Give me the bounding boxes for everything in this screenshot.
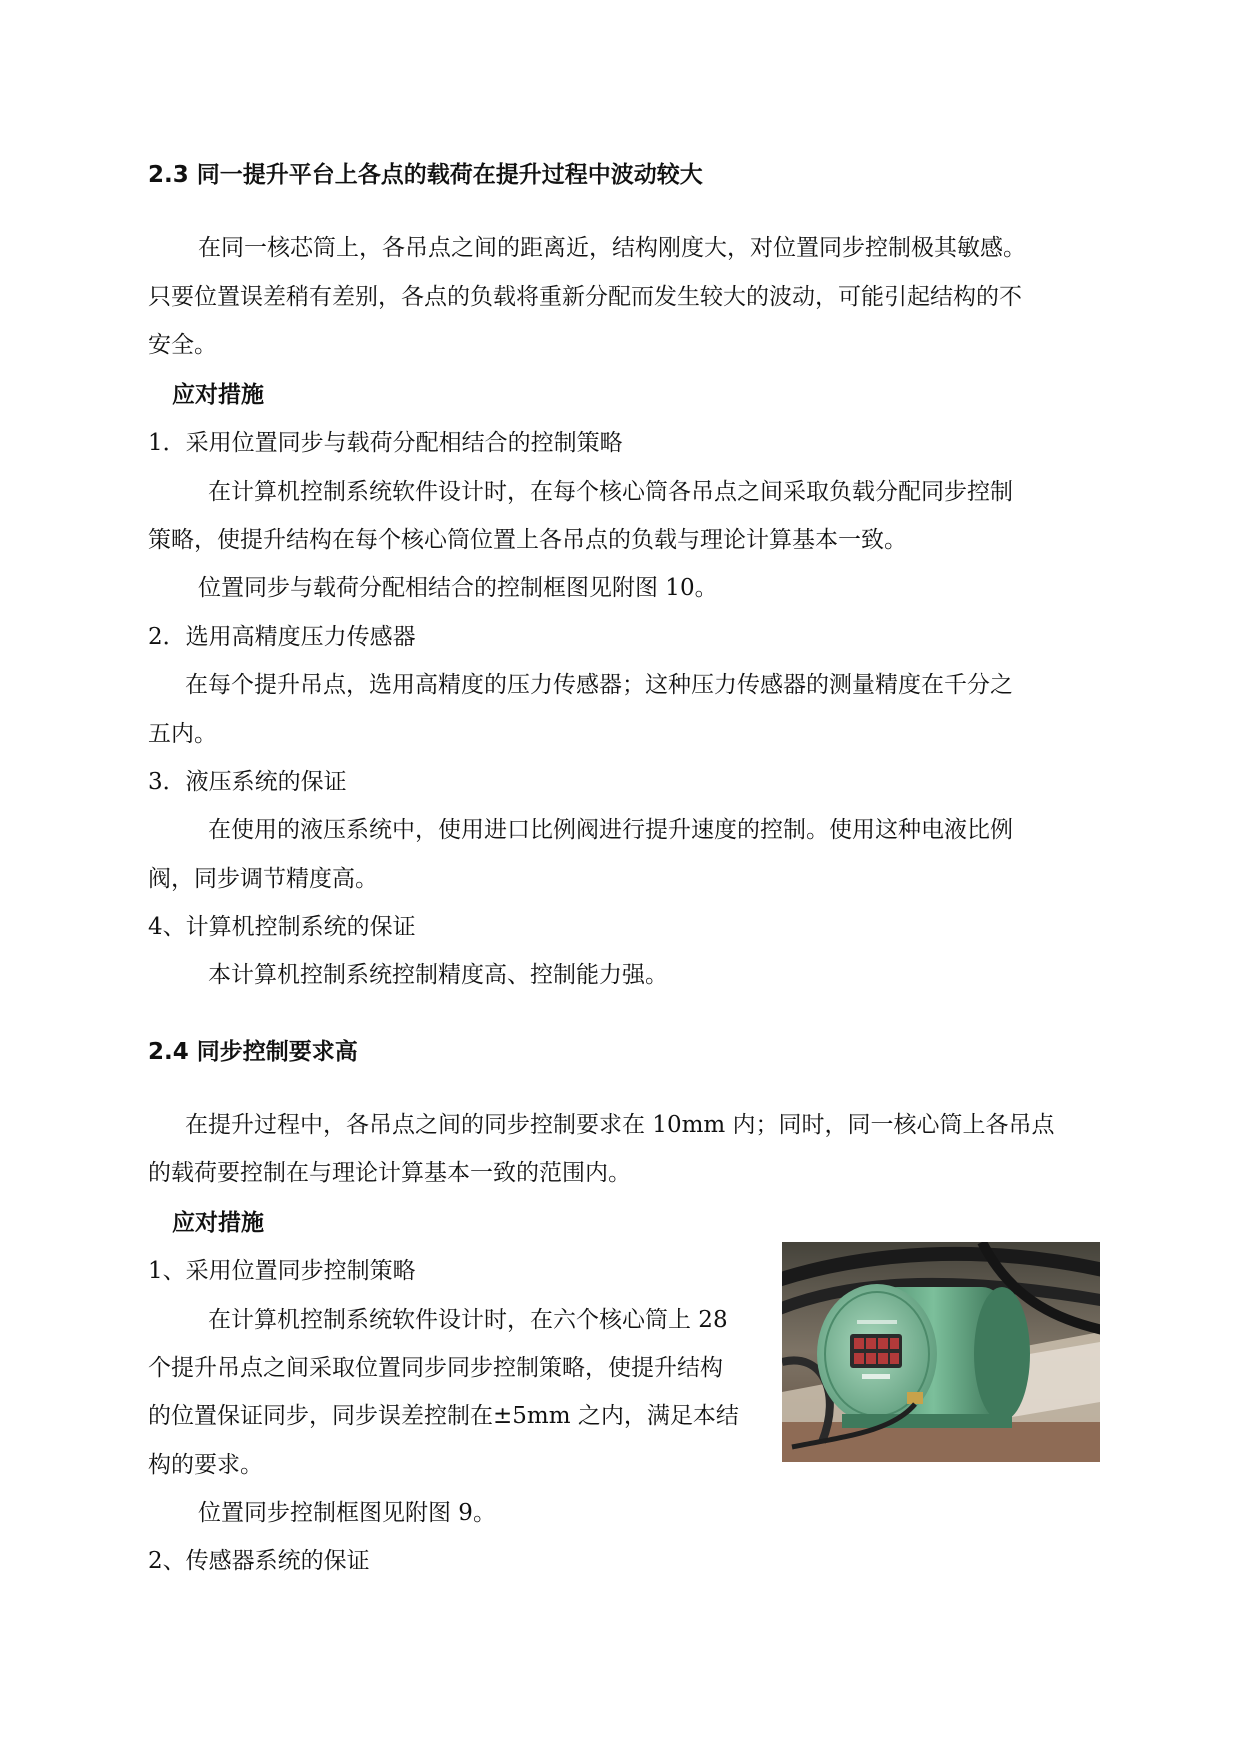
paragraph-line: 在计算机控制系统软件设计时，在六个核心筒上 28 bbox=[208, 1307, 728, 1333]
paragraph-line: 在每个提升吊点，选用高精度的压力传感器；这种压力传感器的测量精度在千分之 bbox=[185, 672, 1013, 698]
item-title: 4、计算机控制系统的保证 bbox=[148, 914, 416, 940]
item-title: 2．选用高精度压力传感器 bbox=[148, 624, 416, 650]
paragraph-line: 在使用的液压系统中，使用进口比例阀进行提升速度的控制。使用这种电液比例 bbox=[208, 817, 1013, 843]
paragraph-line: 五内。 bbox=[148, 721, 217, 747]
paragraph-line: 策略，使提升结构在每个核心筒位置上各吊点的负载与理论计算基本一致。 bbox=[148, 527, 907, 553]
section-heading-2-4: 2.4 同步控制要求高 bbox=[148, 1039, 358, 1065]
paragraph-line: 的位置保证同步，同步误差控制在±5mm 之内，满足本结 bbox=[148, 1403, 739, 1429]
measures-title: 应对措施 bbox=[172, 382, 264, 408]
paragraph-line: 个提升吊点之间采取位置同步同步控制策略，使提升结构 bbox=[148, 1355, 723, 1381]
paragraph-line: 只要位置误差稍有差别，各点的负载将重新分配而发生较大的波动，可能引起结构的不 bbox=[148, 284, 1022, 310]
paragraph-line: 在提升过程中，各吊点之间的同步控制要求在 10mm 内；同时，同一核心筒上各吊点 bbox=[185, 1112, 1055, 1138]
item-title: 1．采用位置同步与载荷分配相结合的控制策略 bbox=[148, 430, 623, 456]
item-title: 1、采用位置同步控制策略 bbox=[148, 1258, 416, 1284]
paragraph-line: 位置同步与载荷分配相结合的控制框图见附图 10。 bbox=[198, 575, 718, 601]
paragraph-line: 本计算机控制系统控制精度高、控制能力强。 bbox=[208, 962, 668, 988]
paragraph-line: 在计算机控制系统软件设计时，在每个核心筒各吊点之间采取负载分配同步控制 bbox=[208, 479, 1013, 505]
section-heading-2-3: 2.3 同一提升平台上各点的载荷在提升过程中波动较大 bbox=[148, 162, 703, 188]
paragraph-line: 位置同步控制框图见附图 9。 bbox=[198, 1500, 496, 1526]
paragraph-line: 阀，同步调节精度高。 bbox=[148, 866, 378, 892]
sensor-photo bbox=[782, 1242, 1100, 1462]
item-title: 3．液压系统的保证 bbox=[148, 769, 347, 795]
paragraph-line: 的载荷要控制在与理论计算基本一致的范围内。 bbox=[148, 1160, 631, 1186]
paragraph-line: 构的要求。 bbox=[148, 1452, 263, 1478]
sensor-photo-image bbox=[782, 1242, 1100, 1462]
measures-title: 应对措施 bbox=[172, 1210, 264, 1236]
item-title: 2、传感器系统的保证 bbox=[148, 1548, 370, 1574]
paragraph-line: 安全。 bbox=[148, 332, 217, 358]
paragraph-line: 在同一核芯筒上，各吊点之间的距离近，结构刚度大，对位置同步控制极其敏感。 bbox=[198, 235, 1026, 261]
